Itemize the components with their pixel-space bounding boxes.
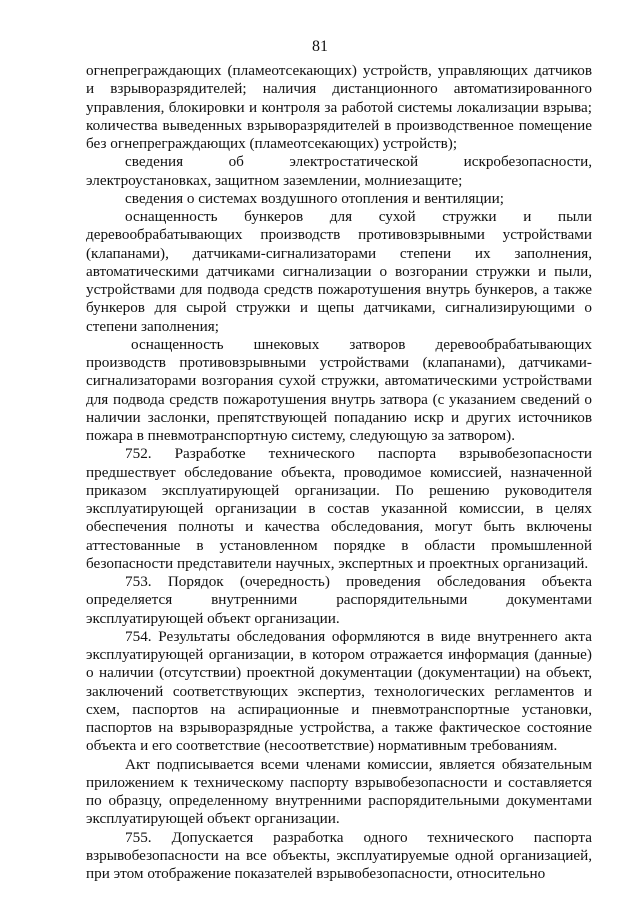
paragraph-heating-ventilation: сведения о системах воздушного отопления и вентиляции;: [125, 189, 504, 207]
paragraph-act: Акт подписывается всеми членами комиссии, является обязательным приложением к техническому паспорту взрывобезопасности и составляется по образцу, определенному внутренними распорядительными документами эксплуатирующей объект организации.: [86, 755, 592, 828]
paragraph-754: 754. Результаты обследования оформляются в виде внутреннего акта эксплуатирующей организации, в котором отражается информация (данные) о наличии (отсутствии) проектной документации (документации) на объект, заключений соответствующих экспертиз, технологических регламентов и схем, паспортов на аспирационные и пневмотранспортные установки, паспортов на взрыворазрядные устройства, а также фактическое состояние объекта и его соответствие (несоответствие) нормативным требованиям.: [86, 627, 592, 755]
page-number: 81: [312, 38, 328, 55]
paragraph-electrostatic: сведения об электростатической искробезопасности, электроустановках, защитном заземлении, молниезащите;: [86, 153, 592, 189]
paragraph-screw-gates: оснащенность шнековых затворов деревообрабатывающих производств противовзрывными устройствами (клапанами), датчиками-сигнализаторами возгорания сухой стружки, автоматическими устройствами для подвода средств пожаротушения внутрь затвора (с указанием сведений о наличии заслонки, препятствующей попаданию искр и других источников пожара в пневмотранспортную систему, следующую за затвором).: [86, 335, 592, 444]
document-body: [86, 62, 592, 883]
paragraph-752: 752. Разработке технического паспорта взрывобезопасности предшествует обследование объекта, проводимое комиссией, назначенной приказом эксплуатирующей организации. По решению руководителя эксплуатирующей организации в состав указанной комиссии, в целях обеспечения полноты и качества обследования, могут быть включены аттестованные в установленном порядке в области промышленной безопасности представители научных, экспертных и проектных организаций.: [86, 445, 592, 572]
paragraph-continuation: огнепреграждающих (пламеотсекающих) устройств, управляющих датчиков и взрыворазрядителей; наличия дистанционного автоматизированного управления, блокировки и контроля за работой системы локализации взрыва; количества выведенных взрыворазрядителей в производственное помещение без огнепреграждающих (пламеотсекающих) устройств);: [86, 62, 592, 152]
paragraph-753: 753. Порядок (очередность) проведения обследования объекта определяется внутренними распорядительными документами эксплуатирующей объект организации.: [86, 573, 592, 627]
paragraph-755: 755. Допускается разработка одного технического паспорта взрывобезопасности на все объекты, эксплуатируемые одной организацией, при этом отображение показателей взрывобезопасности, относительно: [86, 828, 592, 882]
paragraph-bunkers: оснащенность бункеров для сухой стружки и пыли деревообрабатывающих производств противовзрывными устройствами (клапанами), датчиками-сигнализаторами степени их заполнения, автоматическими датчиками сигнализации о возгорании стружки и пыли, устройствами для подвода средств пожаротушения внутрь бункеров, а также бункеров для сырой стружки и щепы датчиками, сигнализирующими о степени заполнения;: [86, 208, 592, 335]
